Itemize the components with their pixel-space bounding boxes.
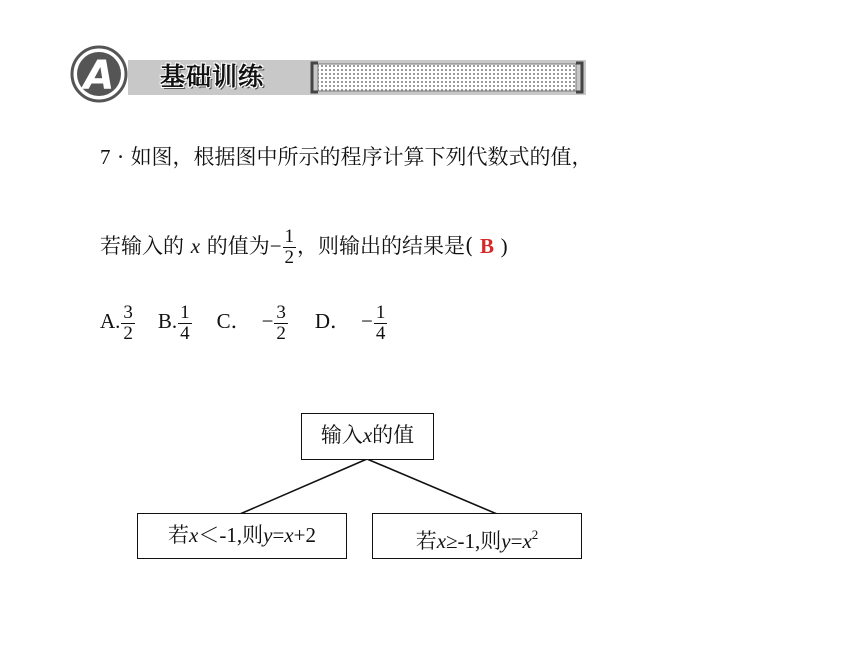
fraction-numerator: 3 [276, 302, 286, 323]
option-label: C． [216, 309, 252, 334]
fraction-denominator: 4 [180, 323, 190, 344]
section-title: 基础训练 [160, 62, 265, 91]
option-sign: − [261, 309, 274, 334]
minus-sign: − [269, 234, 282, 258]
condition-mid: 的值为 [206, 234, 270, 258]
flow-input-box [301, 413, 434, 460]
badge-letter: A [83, 53, 115, 99]
flow-branch-right [372, 513, 582, 559]
question-separator: · [117, 145, 124, 169]
branch-var-x: x [189, 523, 199, 547]
answer-choice: B [479, 234, 494, 258]
branch-text: 若 [168, 523, 190, 547]
option-sign: − [361, 309, 373, 334]
flow-branch-left [137, 513, 347, 559]
branch-expression-tail: +2 [293, 523, 316, 547]
branch-var-x: x [436, 529, 447, 553]
option-label: A. [100, 309, 121, 334]
fraction-numerator: 3 [123, 302, 133, 323]
option-label: B. [157, 309, 178, 334]
fraction-numerator: 1 [180, 302, 190, 323]
fraction-denominator: 4 [375, 323, 386, 344]
branch-text: 若 [415, 529, 437, 553]
branch-var-x: x [522, 529, 532, 553]
fraction-numerator: 1 [375, 302, 386, 323]
connector-right [367, 459, 497, 514]
variable-x: x [190, 234, 201, 258]
option-label: D． [314, 309, 352, 334]
condition-prefix: 若输入的 [100, 234, 184, 258]
condition-suffix: ，则输出的结果是( [297, 234, 474, 258]
fraction-numerator: 1 [284, 226, 295, 247]
branch-condition: ＜-1,则 [198, 523, 264, 547]
input-var: x [362, 423, 373, 447]
fraction-denominator: 2 [284, 247, 295, 268]
fraction-denominator: 2 [123, 323, 133, 344]
input-text-end: 的值 [372, 423, 415, 447]
connector-left [240, 459, 367, 514]
input-text: 输入 [320, 423, 363, 447]
branch-var-y: y [263, 523, 273, 547]
branch-exponent: 2 [531, 527, 539, 542]
question-stem-text: 如图，根据图中所示的程序计算下列代数式的值， [130, 145, 593, 169]
branch-var-x: x [284, 523, 294, 547]
question-number: 7 [100, 145, 111, 169]
close-paren: ) [500, 234, 508, 258]
fraction-denominator: 2 [276, 323, 286, 344]
branch-condition: ≥-1,则 [446, 529, 502, 553]
branch-equals: = [510, 529, 523, 553]
branch-equals: = [272, 523, 285, 547]
branch-var-y: y [501, 529, 511, 553]
